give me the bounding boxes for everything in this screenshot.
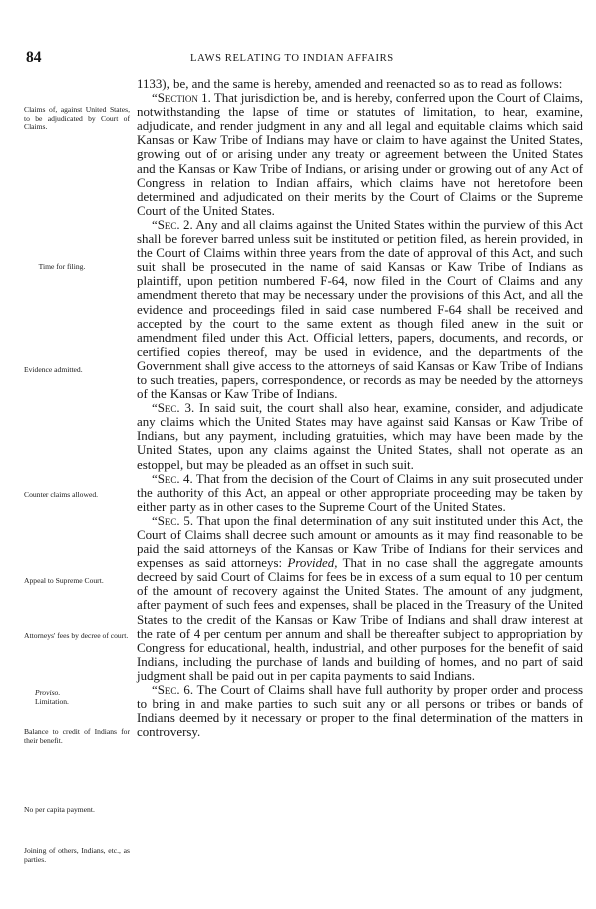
margin-note-counter-claims: Counter claims allowed. (24, 490, 99, 499)
margin-note-appeal: Appeal to Supreme Court. (24, 576, 104, 585)
section-2-label: Sec. (157, 217, 180, 232)
section-3-text: 3. In said suit, the court shall also hear, examine, consider, and adjudicate any claims which the United States may have against said Kansas or Kaw Tribe of Indians, but any payment, including gratuities, which may have been made by the United States, upon any claims against the United States, shall not operate as an estoppel, but may be pleaded as an offset in such suit. (137, 401, 583, 472)
section-5: “Sec. 5. That upon the final determination of any suit instituted under this Act, the Court of Claims shall decree such amount or amounts as it may find reasonable to be paid the said attorneys of the Kansas or Kaw Tribe of Indians for their services and expenses as said attorneys: Provided, That in no case shall the aggregate amounts decreed by said Court of Claims for fees be in excess of a sum equal to 10 per centum of the amount of recovery against the United States. The amount of any judgment, after payment of such fees and expenses, shall be placed in the Treasury of the United States to the credit of the Kansas or Kaw Tribe of Indians and shall draw interest at the rate of 4 per centum per annum and shall be thereafter subject to appropriation by Congress for educational, health, industrial, and other purposes for the benefit of said Indians, including the purchase of lands and building of homes, and no part of said judgment shall be paid out in per capita payments to said Indians. (137, 513, 583, 683)
section-5-label: Sec. (157, 513, 180, 528)
body-text (137, 77, 583, 739)
section-3-label: Sec. (157, 401, 180, 416)
section-2: “Sec. 2. Any and all claims against the United States within the purview of this Act shall be forever barred unless suit be instituted or petition filed, as herein provided, in the Court of Claims within three years from the date of approval of this Act, and such suit shall be prosecuted in the name of said Kansas or Kaw Tribe of Indians as plaintiff, upon petition numbered F-64, now filed in the Court of Claims and any amendment thereto that may be necessary under the provisions of this Act, and all the evidence and proceedings filed in said case numbered F-64 shall be received and accepted by the court to the same extent as though filed anew in the suit or amendment filed under this Act. Official letters, papers, documents, and records, or certified copies thereof, may be used in evidence, and the departments of the Government shall give access to the attorneys of said Kansas or Kaw Tribe of Indians to such treaties, papers, correspondence, or records as may be needed by the attorneys of the Kansas or Kaw Tribe of Indians. (137, 217, 583, 402)
section-3: “Sec. 3. In said suit, the court shall also hear, examine, consider, and adjudicate any claims which the United States may have against said Kansas or Kaw Tribe of Indians, but any payment, including gratuities, which may have been made by the United States, upon any claims against the United States, shall not operate as an estoppel, but may be pleaded as an offset in such suit. (137, 401, 583, 472)
proviso-limitation: Limitation. (35, 696, 69, 706)
page-header (0, 50, 596, 66)
section-4: “Sec. 4. That from the decision of the Court of Claims in any suit prosecuted under the authority of this Act, an appeal or other appropriate proceeding may be taken by either party as in other cases to the Supreme Court of the United States. (137, 471, 583, 514)
margin-note-attorneys-fees: Attorneys' fees by decree of court. (24, 631, 129, 640)
page-number: 84 (26, 49, 42, 66)
margin-note-no-per-capita: No per capita payment. (24, 805, 95, 814)
margin-note-proviso (35, 689, 95, 706)
section-6-label: Sec. (157, 683, 180, 698)
section-6: “Sec. 6. The Court of Claims shall have full authority by proper order and process to bring in and make parties to such suit any or all persons or tribes or bands of Indians deemed by it necessary or proper to the final determination of the matters in controversy. (137, 683, 583, 740)
margin-note-evidence-admitted: Evidence admitted. (24, 365, 83, 374)
section-5-text-a: 5. That upon the final determination of any suit instituted under this Act, the Court of Claims shall decree such amount or amounts as it may find reasonable to be paid the said attorneys of the Kansas or Kaw Tribe of Indians for their services and expenses as said attorneys: (137, 513, 583, 571)
section-1-text: 1. That jurisdiction be, and is hereby, conferred upon the Court of Claims, notwithstanding the lapse of time or statutes of limitation, to hear, examine, adjudicate, and render judgment in any and all legal and equitable claims which said Kansas or Kaw Tribe of Indians may have or claim to have against the United States, growing out of or arising under any treaty or agreement between the United States and the Kansas or Kaw Tribe of Indians, or arising under or growing out of any Act of Congress in relation to Indian affairs, which claims have not heretofore been determined and adjudicated on their merits by the Court of Claims or the Supreme Court of the United States. (137, 91, 583, 218)
running-head: LAWS RELATING TO INDIAN AFFAIRS (190, 53, 394, 64)
section-6-text: 6. The Court of Claims shall have full authority by proper order and process to bring in and make parties to such suit any or all persons or tribes or bands of Indians deemed by it necessary or proper to the final determination of the matters in controversy. (137, 683, 583, 740)
paragraph-continuation: 1133), be, and the same is hereby, amended and reenacted so as to read as follows: (137, 77, 563, 91)
margin-note-balance: Balance to credit of Indians for their benefit. (24, 727, 130, 745)
section-1-label: Section (157, 91, 198, 106)
margin-note-joining: Joining of others, Indians, etc., as parties. (24, 846, 130, 864)
margin-note-claims: Claims of, against United States, to be adjudicated by Court of Claims. (24, 105, 130, 132)
section-4-label: Sec. (157, 471, 180, 486)
section-1: “Section 1. That jurisdiction be, and is hereby, conferred upon the Court of Claims, notwithstanding the lapse of time or statutes of limitation, to hear, examine, adjudicate, and render judgment in any and all legal and equitable claims which said Kansas or Kaw Tribe of Indians may have or claim to have against the United States, growing out of or arising under any treaty or agreement between the United States and the Kansas or Kaw Tribe of Indians, or arising under or growing out of any Act of Congress in relation to Indian affairs, which claims have not heretofore been determined and adjudicated on their merits by the Court of Claims or the Supreme Court of the United States. (137, 91, 583, 218)
section-5-text-b: That in no case shall the aggregate amounts decreed by said Court of Claims for fees be in excess of a sum equal to 10 per centum of the amount of recovery against the United States. The amount of any judgment, after payment of such fees and expenses, shall be placed in the Treasury of the United States to the credit of the Kansas or Kaw Tribe of Indians and shall draw interest at the rate of 4 per centum per annum and shall be thereafter subject to appropriation by Congress for educational, health, industrial, and other purposes for the benefit of said Indians, including the purchase of lands and building of homes, and no part of said judgment shall be paid out in per capita payments to said Indians. (137, 556, 583, 683)
margin-note-time-for-filing: Time for filing. (38, 262, 86, 271)
section-4-text: 4. That from the decision of the Court of Claims in any suit prosecuted under the authority of this Act, an appeal or other appropriate proceeding may be taken by either party as in other cases to the Supreme Court of the United States. (137, 471, 583, 514)
section-2-text: 2. Any and all claims against the United States within the purview of this Act shall be forever barred unless suit be instituted or petition filed, as herein provided, in the Court of Claims within three years from the date of approval of this Act, and such suit shall be prosecuted in the name of said Kansas or Kaw Tribe of Indians as plaintiff, upon petition numbered F-64, now filed in the Court of Claims and any amendment thereto that may be necessary under the provisions of this Act, and all the evidence and proceedings filed in said case numbered F-64 shall be received and accepted by the court to the same extent as though filed anew in the suit or amendment filed under this Act. Official letters, papers, documents, and records, or certified copies thereof, may be used in evidence, and the departments of the Government shall give access to the attorneys of said Kansas or Kaw Tribe of Indians to such treaties, papers, correspondence, or records as may be needed by the attorneys of the Kansas or Kaw Tribe of Indians. (137, 217, 583, 402)
proviso-heading: Proviso. (35, 688, 61, 697)
section-5-provided: Provided, (287, 556, 338, 571)
